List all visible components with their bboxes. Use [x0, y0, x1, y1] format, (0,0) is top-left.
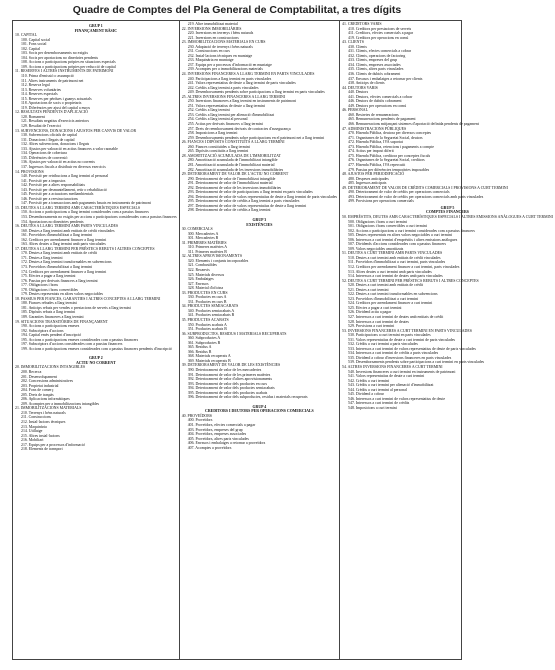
account-line: 216. Mobiliari — [21, 438, 44, 443]
account-heading: 34. PRODUCTES SEMIACABATS — [181, 304, 239, 309]
account-line: 233. Maquinària en muntatge — [187, 58, 234, 63]
account-heading: 31. PRIMERES MATÈRIES — [181, 240, 227, 245]
account-line: 220. Inversions en terrenys i béns naturals — [187, 31, 254, 36]
account-line: 140. Provisió per retribucions a llarg termini al personal — [21, 174, 109, 179]
account-line: 539. Desemborsaments pendents sobre participacions a curt termini en parts vinculades — [348, 360, 485, 365]
account-heading: 12. RESULTATS PENDENTS D'APLICACIÓ — [15, 110, 88, 115]
group-subtitle: CREDITORS I DEUTORS PER OPERACIONS COMERCIALS — [205, 409, 314, 414]
account-line: 297. Deteriorament de valor de valors representatius de deute a llarg termini — [187, 203, 307, 208]
account-line: 176. Passius per derivats financers a llarg termini — [21, 278, 98, 283]
account-line: 131. Donacions i llegats de capital — [21, 137, 75, 142]
account-line: 404. Proveïdors, empreses associades — [187, 432, 247, 437]
account-line: 111. Altres instruments de patrimoni net — [21, 78, 84, 83]
account-line: 436. Clients de dubtós cobrament — [348, 72, 401, 77]
account-line: 217. Equips per a processos d'informació — [21, 442, 86, 447]
account-line: 419. Creditors per operacions en comú — [348, 35, 409, 40]
account-line: 435. Clients, altres parts vinculades — [348, 67, 404, 72]
account-line: 433. Clients, empreses del grup — [348, 58, 398, 63]
account-line: 102. Capital — [21, 46, 41, 51]
account-line: 293. Deteriorament de valor de participacions a llarg termini en parts vinculades — [187, 190, 313, 195]
account-line: 545. Dividend a cobrar — [348, 392, 384, 397]
account-line: 406. Envasos i embalatges a retornar a proveïdors — [187, 441, 266, 446]
account-line: 173. Proveïdors d'immobilitzat a llarg termini — [21, 264, 93, 269]
account-heading: 33. PRODUCTES EN CURS — [181, 290, 228, 295]
account-line: 320. Elements i conjunts incorporables — [187, 258, 249, 263]
account-line: 493. Deteriorament de valor de crèdits per operacions comercials amb parts vinculades — [348, 194, 484, 199]
account-line: 394. Deteriorament de valor dels productes semiacabats — [187, 386, 275, 391]
account-heading: 52. DEUTES A CURT TERMINI PER PRÉSTECS REBUTS I ALTRES CONCEPTES — [342, 278, 479, 283]
account-line: 521. Deutes a curt termini — [348, 287, 389, 292]
account-line: 240. Participacions a llarg termini en parts vinculades — [187, 76, 272, 81]
account-line: 199. Accions o participacions emeses considerades com a passius financers pendents d'inscripció — [21, 346, 172, 351]
account-line: 197. Subscriptors d'accions considerades com a passius financers — [21, 342, 123, 347]
account-line: 474. Actius per impost diferit — [348, 149, 394, 154]
group-heading: GRUP 5 — [440, 205, 455, 210]
account-line: 154. Aportacions no dineràries pendents — [21, 219, 84, 224]
account-line: 215. Altres instal·lacions — [21, 433, 60, 438]
account-line: 137. Ingressos fiscals a distribuir en diversos exercicis — [21, 164, 106, 169]
account-line: 479. Passius per diferències temporàries imposables — [348, 167, 430, 172]
account-line: 541. Valors representatius de deute a curt termini — [348, 374, 425, 379]
account-line: 121. Resultats negatius d'exercicis anteriors — [21, 119, 90, 124]
account-line: 110. Prima d'emissió o assumpció — [21, 74, 74, 79]
column-right — [340, 21, 555, 659]
group-heading: GRUP 2 — [88, 356, 103, 361]
account-line: 506. Interessos a curt termini d'empréstits i altres emissions anàlogues — [348, 237, 458, 242]
account-line: 502. Accions o participacions a curt termini considerades com a passius financers — [348, 228, 475, 233]
account-heading: 40. PROVEÏDORS — [181, 413, 212, 418]
column-left — [13, 21, 180, 659]
account-line: 438. Anticips de clients — [348, 81, 385, 86]
group-subtitle: EXISTÈNCIES — [246, 222, 273, 227]
account-line: 321. Combustibles — [187, 263, 217, 268]
group-heading: GRUP 1 — [88, 24, 103, 28]
account-line: 368. Materials recuperats A — [187, 354, 231, 359]
account-line: 472. Hisenda Pública, IVA suportat — [348, 140, 403, 145]
account-line: 146. Provisió per a reestructuracions — [21, 196, 78, 201]
account-heading: 29. DETERIORAMENT DE VALOR DE L'ACTIU NO CORRENT — [181, 172, 289, 177]
account-line: 395. Deteriorament de valor dels productes acabats — [187, 390, 268, 395]
account-line: 251. Valors representatius de deute a llarg termini — [187, 103, 265, 108]
account-line: 132. Altres subvencions, donacions i llegats — [21, 142, 90, 147]
account-heading: 22. INVERSIONS IMMOBILIÀRIES — [181, 26, 242, 31]
account-line: 465. Remuneracions pendents de pagament — [348, 117, 416, 122]
account-line: 214. Utillatge — [21, 429, 43, 434]
account-heading: 36. SUBPRODUCTES, RESIDUS I MATERIALS RECUPERATS — [181, 331, 287, 336]
account-heading: 50. EMPRÉSTITS, DEUTES AMB CARACTERÍSTIQUES ESPECIALS I ALTRES EMISSIONS ANÀLOGUES A CURT TERMINI — [342, 214, 553, 219]
account-line: 525. Efectes a pagar a curt termini — [348, 305, 402, 310]
account-heading: 28. AMORTITZACIÓ ACUMULADA DE L'IMMOBILITZAT — [181, 153, 281, 158]
account-line: 391. Deteriorament de valor de les primeres matèries — [187, 372, 271, 377]
account-line: 103. Socis per desemborsaments no exigits — [21, 51, 88, 56]
account-line: 209. Acomptes per a immobilitzacions intangibles — [21, 401, 100, 406]
account-line: 524. Creditors per arrendament financer a curt termini — [348, 301, 433, 306]
account-heading: 13. SUBVENCIONS, DONACIONS I AJUSTOS PER CANVIS DE VALOR — [15, 128, 137, 133]
account-line: 185. Dipòsits rebuts a llarg termini — [21, 310, 76, 315]
account-line: 112. Reserva legal — [21, 83, 50, 88]
account-line: 147. Provisió per a transaccions amb pagaments basats en instruments de patrimoni — [21, 201, 151, 206]
account-line: 153. Desemborsaments no exigits per accions o participacions considerades com a passius financers — [21, 214, 177, 219]
account-line: 231. Construccions en curs — [187, 49, 230, 54]
account-heading: 25. ALTRES INVERSIONS FINANCERES A LLARG TERMINI — [181, 94, 286, 99]
account-line: 401. Proveïdors, efectes comercials a pagar — [187, 423, 256, 428]
account-heading: 15. DEUTES A LLARG TERMINI AMB CARACTERÍSTIQUES ESPECIALS — [15, 205, 141, 210]
account-line: 411. Creditors, efectes comercials a pagar — [348, 31, 414, 36]
account-line: 533. Interessos a curt termini de valors representatius de deute de parts vinculades — [348, 346, 476, 351]
spacer — [15, 351, 177, 354]
account-line: 511. Proveïdors d'immobilitzat a curt termini, parts vinculades — [348, 260, 446, 265]
account-line: 510. Deutes a curt termini amb entitats de crèdit vinculades — [348, 255, 441, 260]
account-line: 434. Clients, empreses associades — [348, 62, 401, 67]
account-line: 200. Recerca — [21, 370, 42, 375]
group-subtitle: ACTIU NO CORRENT — [75, 360, 116, 365]
account-line: 252. Crèdits a llarg termini — [187, 108, 230, 113]
account-line: 405. Proveïdors, altres parts vinculades — [187, 436, 249, 441]
account-line: 471. Organismes de la Seguretat Social, deutors — [348, 135, 423, 140]
account-heading: 11. RESERVES I ALTRES INSTRUMENTS DE PATRIMONI — [15, 69, 114, 74]
account-line: 366. Residus B — [187, 349, 212, 354]
account-line: 195. Accions o participacions emeses considerades com a passius financers — [21, 337, 139, 342]
account-line: 430. Clients — [348, 44, 367, 49]
account-line: 392. Deteriorament de valor d'altres aprovisionaments — [187, 377, 273, 382]
account-line: 298. Deteriorament de valor de crèdits a llarg termini — [187, 208, 271, 213]
account-line: 292. Deteriorament de valor de les inversions immobiliàries — [187, 185, 282, 190]
account-line: 544. Crèdits a curt termini al personal — [348, 387, 407, 392]
account-line: 441. Deutors, efectes comercials a cobrar — [348, 94, 413, 99]
account-line: 160. Deutes a llarg termini amb entitats de crèdit vinculades — [21, 228, 115, 233]
account-line: 134. Operacions de cobertura — [21, 151, 67, 156]
account-heading: 18. PASSIUS PER FIANCES, GARANTIES I ALTRES CONCEPTES A LLARG TERMINI — [15, 296, 161, 301]
account-line: 513. Altres deutes a curt termini amb parts vinculades — [348, 269, 432, 274]
account-line: 178. Obligacions i bons convertibles — [21, 287, 78, 292]
account-heading: 51. DEUTES A CURT TERMINI AMB PARTS VINCULADES — [342, 251, 443, 256]
group-heading: GRUP 3 — [252, 217, 267, 222]
account-line: 162. Creditors per arrendament financer a llarg termini — [21, 237, 107, 242]
account-line: 192. Subscriptors d'accions — [21, 328, 64, 333]
account-line: 527. Interessos a curt termini de deutes amb entitats de crèdit — [348, 315, 444, 319]
account-line: 206. Aplicacions informàtiques — [21, 397, 70, 402]
account-line: 242. Crèdits a llarg termini a parts vinculades — [187, 85, 259, 90]
account-line: 171. Deutes a llarg termini — [21, 255, 63, 260]
account-line: 311. Primeres matèries B — [187, 249, 227, 254]
account-line: 170. Deutes a llarg termini amb entitats de crèdit — [21, 251, 97, 256]
account-heading: 30. COMERCIALS — [181, 227, 213, 232]
account-line: 534. Interessos a curt termini de crèdits a parts vinculades — [348, 351, 439, 356]
account-line: 548. Imposicions a curt termini — [348, 405, 397, 410]
account-line: 501. Obligacions i bons convertibles a curt termini — [348, 224, 427, 229]
account-line: 141. Provisió per a impostos — [21, 178, 66, 183]
account-line: 500. Obligacions i bons a curt termini — [348, 219, 407, 224]
account-line: 322. Recanvis — [187, 267, 210, 272]
account-line: 114. Reserves especials — [21, 92, 58, 97]
account-line: 136. Ajustos per valoració en actius no corrents — [21, 160, 95, 165]
account-line: 259. Desemborsaments pendents sobre participacions en el patrimoni net a llarg termini — [187, 135, 325, 140]
account-line: 350. Productes acabats A — [187, 322, 227, 327]
account-line: 145. Provisió per a actuacions mediambientals — [21, 192, 94, 197]
account-line: 400. Proveïdors — [187, 418, 213, 423]
account-line: 410. Creditors per prestacions de serveis — [348, 26, 412, 31]
account-line: 543. Crèdits a curt termini per alienació d'immobilitzat — [348, 383, 434, 388]
account-line: 460. Bestretes de remuneracions — [348, 112, 399, 117]
account-line: 295. Deteriorament de valor de crèdits a llarg termini a parts vinculades — [187, 199, 300, 204]
column-middle — [180, 21, 340, 659]
account-line: 328. Material d'oficina — [187, 286, 224, 291]
account-line: 190. Accions o participacions emeses — [21, 324, 80, 329]
account-line: 361. Subproductes B — [187, 340, 221, 345]
account-line: 172. Deutes a llarg termini transformables en subvencions — [21, 260, 112, 265]
account-line: 104. Socis per aportacions no dineràries pendents — [21, 55, 99, 60]
account-line: 393. Deteriorament de valor dels productes en curs — [187, 381, 268, 386]
account-line: 142. Provisió per a altres responsabilitats — [21, 183, 85, 188]
page-title: Quadre de Comptes del Pla General de Comptabilitat, a tres dígits — [72, 4, 402, 16]
account-line: 218. Elements de transport — [21, 447, 63, 452]
account-line: 258. Imposicions a llarg termini — [187, 131, 238, 136]
account-line: 547. Interessos a curt termini de crèdits — [348, 401, 410, 406]
account-line: 249. Desemborsaments pendents sobre participacions a llarg termini en parts vinculades — [187, 90, 325, 95]
account-line: 237. Equips per a processos d'informació en muntatge — [187, 62, 272, 67]
account-line: 101. Fons social — [21, 42, 47, 47]
account-line: 530. Participacions a curt termini en parts vinculades — [348, 333, 431, 338]
account-line: 109. Accions o participacions pròpies per reducció de capital — [21, 64, 116, 69]
account-line: 331. Productes en curs B — [187, 299, 227, 304]
account-heading: 46. PERSONAL — [342, 108, 368, 113]
account-line: 330. Productes en curs A — [187, 295, 227, 300]
account-line: 535. Dividend a cobrar d'inversions financeres en parts vinculades — [348, 355, 452, 360]
account-line: 205. Drets de traspàs — [21, 392, 54, 397]
account-line: 514. Interessos a curt termini de deutes amb parts vinculades — [348, 274, 443, 279]
account-line: 326. Embalatges — [187, 277, 214, 282]
account-line: 301. Mercaderies B — [187, 236, 219, 241]
account-line: 446. Deutors de dubtós cobrament — [348, 99, 402, 104]
account-line: 327. Envasos — [187, 281, 209, 286]
account-line: 221. Inversions en construccions — [187, 35, 239, 40]
account-line: 210. Terrenys i béns naturals — [21, 410, 66, 415]
account-line: 485. Ingressos anticipats — [348, 181, 387, 186]
account-line: 523. Proveïdors d'immobilitzat a curt termini — [348, 296, 419, 301]
account-line: 201. Desenvolupament — [21, 374, 57, 379]
account-line: 540. Inversions financeres a curt termini en instruments de patrimoni — [348, 369, 456, 374]
account-line: 475. Hisenda Pública, creditora per conceptes fiscals — [348, 153, 431, 158]
account-line: 177. Obligacions i bons — [21, 283, 58, 288]
account-line: 407. Acomptes a proveïdors — [187, 445, 232, 450]
account-line: 522. Deutes a curt termini transformables en subvencions — [348, 292, 438, 297]
account-line: 108. Accions o participacions pròpies en situacions especials — [21, 60, 116, 65]
account-line: 325. Materials diversos — [187, 272, 225, 277]
account-line: 360. Subproductes A — [187, 336, 221, 341]
account-heading: 21. IMMOBILITZACIONS MATERIALS — [15, 406, 82, 411]
group-subtitle: COMPTES FINANCERS — [426, 210, 469, 215]
account-line: 473. Hisenda Pública, retencions i pagaments a compte — [348, 144, 434, 149]
account-line: 212. Instal·lacions tècniques — [21, 420, 66, 425]
account-line: 130. Subvencions oficials de capital — [21, 133, 78, 138]
account-line: 396. Deteriorament de valor dels subproductes, residus i materials recuperats — [187, 395, 308, 400]
account-line: 403. Proveïdors, empreses del grup — [187, 427, 243, 432]
account-line: 520. Deutes a curt termini amb entitats de crèdit — [348, 283, 423, 288]
account-line: 211. Construccions — [21, 415, 51, 420]
account-heading: 23. IMMOBILITZACIONS MATERIALS EN CURS — [181, 40, 266, 45]
account-line: 179. Deutes representats en altres valors negociables — [21, 292, 103, 297]
account-line: 507. Dividends d'accions considerades com a passius financers — [348, 242, 446, 247]
group-heading: GRUP 4 — [252, 404, 267, 409]
spacer — [182, 213, 337, 216]
spacer — [182, 400, 337, 403]
account-line: 232. Instal·lacions tècniques en muntatge — [187, 53, 253, 58]
account-line: 194. Capital emès pendent d'inscripció — [21, 333, 82, 338]
account-line: 369. Materials recuperats B — [187, 358, 231, 363]
account-line: 476. Organismes de la Seguretat Social, creditors — [348, 158, 425, 163]
account-line: 203. Propietat industrial — [21, 383, 59, 388]
account-heading: 43. CLIENTS — [342, 40, 364, 45]
account-line: 282. Amortització acumulada de les inversions immobiliàries — [187, 167, 284, 172]
account-line: 118. Aportacions de socis o propietaris — [21, 101, 82, 106]
account-line: 219. Altre immobilitzat material — [187, 22, 238, 26]
account-line: 490. Deteriorament de valor de crèdits per operacions comercials — [348, 190, 450, 195]
account-heading: 16. DEUTES A LLARG TERMINI AMB PARTS VINCULADES — [15, 224, 119, 229]
account-heading: 44. DEUTORS VARIS — [342, 85, 378, 90]
account-heading: 39. DETERIORAMENT DE VALOR DE LES EXISTÈNCIES — [181, 363, 281, 368]
account-line: 204. Fons de comerç — [21, 388, 54, 393]
account-line: 532. Crèdits a curt termini a parts vinculades — [348, 342, 418, 347]
account-line: 340. Productes semiacabats A — [187, 308, 235, 313]
account-line: 432. Clients, operacions de factoring — [348, 53, 406, 58]
account-line: 241. Valors representatius de deute a llarg termini de parts vinculades — [187, 81, 296, 86]
account-line: 300. Mercaderies A — [187, 231, 219, 236]
account-heading: 24. INVERSIONS FINANCERES A LLARG TERMINI EN PARTS VINCULADES — [181, 72, 315, 77]
account-heading: 14. PROVISIONS — [15, 169, 44, 174]
account-heading: 26. FIANCES I DIPÒSITS CONSTITUÏTS A LLARG TERMINI — [181, 140, 285, 145]
account-line: 143. Provisió per desmantellament, retir o rehabilitació — [21, 187, 107, 192]
account-line: 120. Romanent — [21, 114, 45, 119]
account-line: 509. Valors negociables amortitzats — [348, 246, 404, 251]
account-line: 341. Productes semiacabats B — [187, 313, 235, 318]
account-heading: 17. DEUTES A LLARG TERMINI PER PRÉSTECS REBUTS I ALTRES CONCEPTES — [15, 246, 155, 251]
account-line: 390. Deteriorament de valor de les mercaderies — [187, 368, 262, 373]
account-line: 189. Garanties financeres a llarg termini — [21, 315, 84, 319]
account-heading: 20. IMMOBILITZACIONS INTANGIBLES — [15, 365, 86, 370]
account-line: 230. Adaptació de terrenys i béns naturals — [187, 44, 253, 49]
account-line: 174. Creditors per arrendament financer a llarg termini — [21, 269, 107, 274]
account-heading: 53. INVERSIONS FINANCERES A CURT TERMINI EN PARTS VINCULADES — [342, 328, 472, 333]
account-line: 239. Acomptes per a immobilitzacions materials — [187, 67, 263, 72]
account-line: 546. Interessos a curt termini de valors representatius de deute — [348, 396, 446, 401]
account-line: 100. Capital social — [21, 37, 51, 42]
account-line: 161. Proveïdors d'immobilitzat a llarg termini — [21, 233, 93, 238]
account-line: 129. Resultat de l'exercici — [21, 124, 62, 129]
account-line: 310. Primeres matèries A — [187, 245, 228, 250]
account-line: 133. Ajustos per valoració en actius financers a valor raonable — [21, 146, 118, 151]
account-line: 163. Altres deutes a llarg termini amb parts vinculades — [21, 242, 106, 247]
account-chart-table — [12, 20, 553, 660]
account-line: 365. Residus A — [187, 345, 212, 350]
account-line: 291. Deteriorament de valor de l'immobilitzat material — [187, 181, 273, 186]
account-line: 202. Concessions administratives — [21, 379, 73, 384]
group-subtitle: FINANÇAMENT BÀSIC — [74, 28, 118, 33]
account-line: 281. Amortització acumulada de l'immobilitzat material — [187, 162, 275, 167]
account-line: 351. Productes acabats B — [187, 327, 227, 332]
account-line: 254. Crèdits a llarg termini al personal — [187, 117, 248, 122]
account-line: 150. Accions o participacions a llarg termini considerades com a passius financers — [21, 210, 149, 215]
account-heading: 19. SITUACIONS TRANSITÒRIES DE FINANÇAMENT — [15, 319, 108, 324]
account-line: 505. Deutes representats en altres valors negociables a curt termini — [348, 233, 452, 238]
account-heading: 35. PRODUCTES ACABATS — [181, 318, 229, 322]
account-heading: 41. CREDITORS VARIS — [342, 22, 382, 26]
account-line: 542. Crèdits a curt termini — [348, 378, 389, 383]
account-line: 119. Diferències per ajust del capital a euros — [21, 105, 90, 110]
account-line: 290. Deteriorament de valor de l'immobilitzat intangible — [187, 176, 276, 181]
account-heading: 47. ADMINISTRACIONS PÚBLIQUES — [342, 126, 407, 131]
account-line: 431. Clients, efectes comercials a cobrar — [348, 49, 412, 54]
account-line: 180. Fiances rebudes a llarg termini — [21, 301, 77, 306]
account-line: 466. Remuneracions mitjançant sistemes d'aportació definida pendents de pagament — [348, 122, 479, 127]
account-line: 437. Envasos i embalatges a retornar per clients — [348, 76, 423, 81]
account-line: 265. Dipòsits constituïts a llarg termini — [187, 149, 249, 154]
account-heading: 48. AJUSTOS PER PERIODIFICACIÓ — [342, 172, 405, 177]
account-line: 528. Interessos a curt termini de deutes — [348, 319, 409, 324]
account-heading: 54. ALTRES INVERSIONS FINANCERES A CURT TERMINI — [342, 365, 443, 370]
account-line: 449. Deutors per operacions en comú — [348, 103, 407, 108]
account-line: 175. Efectes a pagar a llarg termini — [21, 274, 76, 279]
account-heading: 32. ALTRES APROVISIONAMENTS — [181, 254, 242, 259]
account-line: 250. Inversions financeres a llarg termini en instruments de patrimoni — [187, 99, 297, 104]
account-line: 526. Dividend actiu a pagar — [348, 310, 392, 315]
account-line: 115. Reserves per pèrdues i guanys actuarials — [21, 96, 92, 101]
account-line: 135. Diferències de conversió — [21, 155, 68, 160]
account-line: 480. Despeses anticipades — [348, 176, 389, 181]
account-line: 531. Valors representatius de deute a curt termini de parts vinculades — [348, 337, 456, 342]
account-heading: 49. DETERIORAMENT DE VALOR DE CRÈDITS COMERCIALS I PROVISIONS A CURT TERMINI — [342, 185, 508, 190]
account-line: 253. Crèdits a llarg termini per alienació d'immobilitzat — [187, 112, 275, 117]
account-line: 470. Hisenda Pública, deutora per diversos conceptes — [348, 131, 432, 136]
account-line: 181. Anticips rebuts per vendes o prestacions de serveis a llarg termini — [21, 305, 131, 310]
account-line: 512. Creditors per arrendament financer a curt termini, parts vinculades — [348, 264, 460, 269]
account-line: 499. Provisions per operacions comercials — [348, 199, 414, 204]
account-line: 280. Amortització acumulada de l'immobilitzat intangible — [187, 158, 278, 163]
account-line: 113. Reserves voluntàries — [21, 87, 61, 92]
account-heading: 10. CAPITAL — [15, 33, 37, 38]
account-line: 213. Maquinària — [21, 424, 47, 429]
account-line: 257. Drets de reemborsament derivats de contractes d'assegurança — [187, 126, 291, 131]
account-line: 477. Hisenda Pública, IVA repercutit — [348, 162, 406, 167]
account-line: 255. Actius per derivats financers a llarg termini — [187, 122, 263, 127]
account-line: 440. Deutors — [348, 90, 369, 95]
account-line: 260. Fiances constituïdes a llarg termini — [187, 144, 250, 149]
account-line: 529. Provisions a curt termini — [348, 324, 395, 329]
account-line: 294. Deteriorament de valor de valors representatius de deute a llarg termini de parts vinculades — [187, 194, 338, 199]
